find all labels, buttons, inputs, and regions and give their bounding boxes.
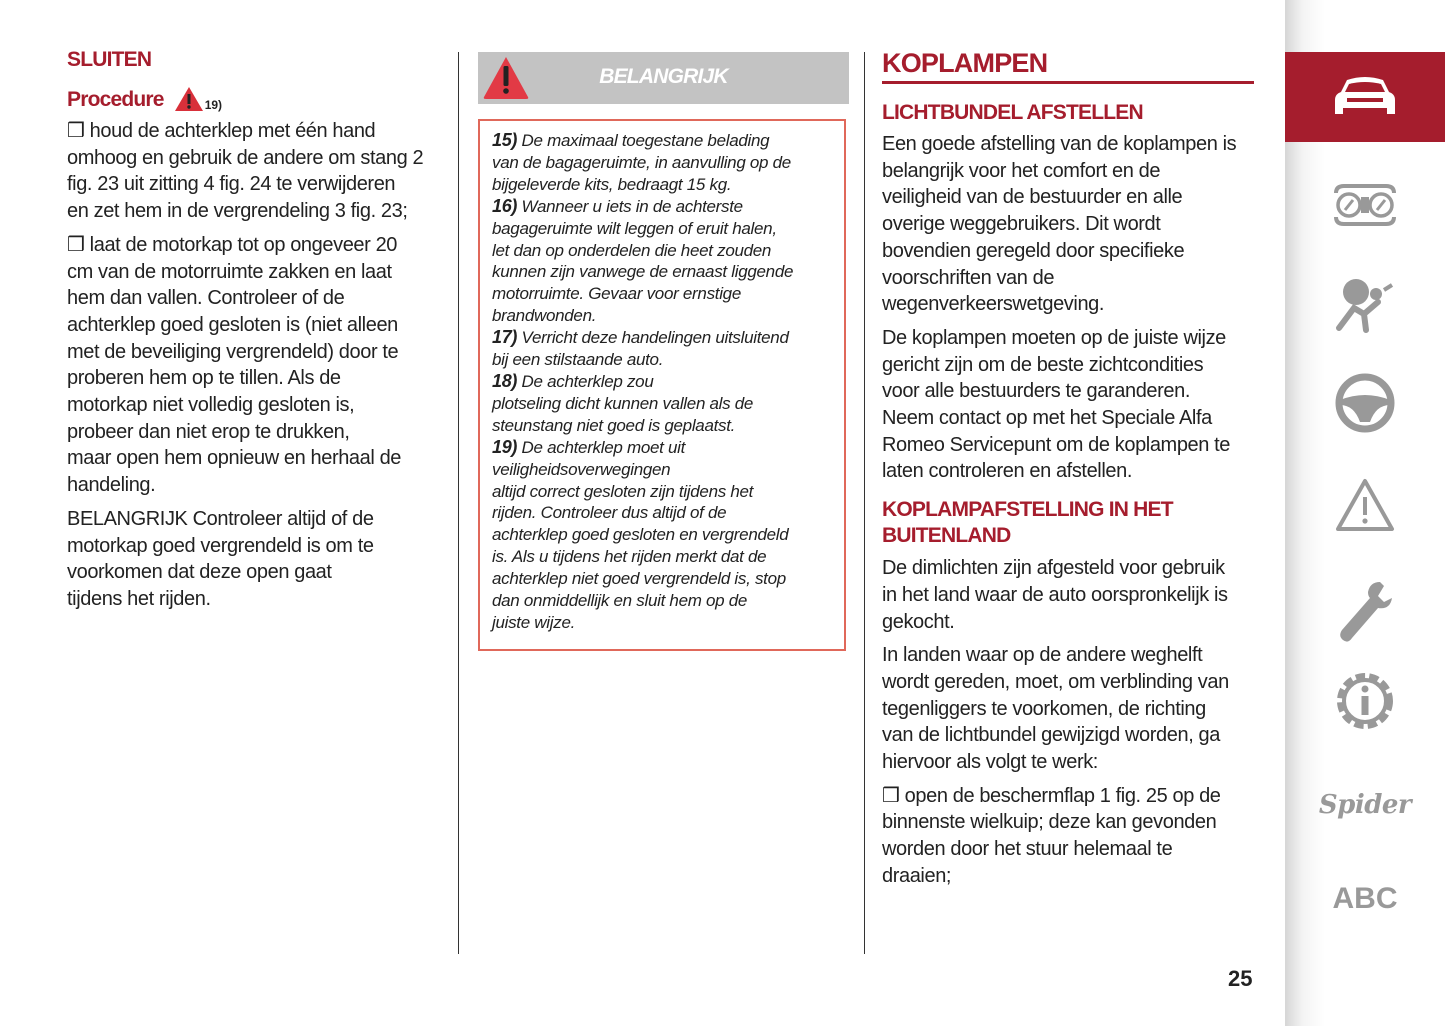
instrument-panel-icon bbox=[1332, 183, 1398, 227]
warning-icon bbox=[174, 86, 204, 112]
paragraph: De koplampen moeten op de juiste wijze gericht zijn om de beste zichtcondities voor alle bestuurders te garanderen. Neem contact op met het Speciale Alfa Romeo Servicepunt om de koplampen te laten controleren en afstellen. bbox=[882, 326, 1231, 483]
paragraph: ❒ laat de motorkap tot op ongeveer 20 cm van de motorruimte zakken en laat hem dan vallen. Controleer of de achterklep goed gesloten is (niet alleen met de beveiliging vergrendeld) door te proberen hem op te tillen. Als de motorkap niet volledig gesloten is, probeer dan niet erop te drukken, maar open hem opnieuw en herhaal de handeling. bbox=[67, 233, 402, 497]
info-gear-icon bbox=[1333, 669, 1397, 733]
paragraph: ❒ houd de achterklep met één hand omhoog en gebruik de andere om stang 2 fig. 23 uit zitting 4 fig. 24 te verwijderen en zet hem in de vergrendeling 3 fig. 23; bbox=[67, 120, 424, 223]
left-column bbox=[67, 48, 447, 613]
section-heading: SLUITEN bbox=[67, 48, 152, 71]
column-divider bbox=[458, 52, 459, 954]
car-icon bbox=[1333, 74, 1397, 120]
spider-logo: Spider bbox=[1318, 790, 1412, 820]
wrench-icon bbox=[1334, 578, 1396, 648]
note-17: 17) Verricht deze handelingen uitsluitend bij een stilstaande auto. bbox=[492, 327, 789, 370]
note-15: 15) De maximaal toegestane belading van de bagageruimte, in aanvulling op de bijgeleverde kits, bedraagt 15 kg. bbox=[492, 130, 791, 194]
page-heading: KOPLAMPEN bbox=[882, 48, 1254, 84]
sidebar-item-dashboard[interactable] bbox=[1285, 160, 1445, 250]
steering-wheel-icon bbox=[1334, 372, 1396, 434]
section-heading: KOPLAMPAFSTELLING IN HET BUITENLAND bbox=[882, 498, 1173, 548]
page-number: 25 bbox=[1228, 966, 1253, 991]
procedure-heading: Procedure 19) bbox=[67, 88, 223, 112]
sidebar-item-technical-data[interactable] bbox=[1285, 656, 1445, 746]
paragraph: BELANGRIJK Controleer altijd of de motorkap goed vergrendeld is om te voorkomen dat deze open gaat tijdens het rijden. bbox=[67, 507, 374, 610]
paragraph: Een goede afstelling van de koplampen is belangrijk voor het comfort en de veiligheid van de bestuurder en alle overige weggebruikers. Dit wordt bovendien geregeld door specifieke voorschriften van de wegenverkeerswetgeving. bbox=[882, 133, 1237, 316]
footnote-ref: 19) bbox=[204, 98, 223, 112]
sidebar-item-maintenance[interactable] bbox=[1285, 568, 1445, 658]
right-column bbox=[882, 48, 1257, 890]
section-heading: LICHTBUNDEL AFSTELLEN bbox=[882, 101, 1143, 124]
note-16: 16) Wanneer u iets in de achterste bagageruimte wilt leggen of eruit halen, let dan op onderdelen die heet zouden kunnen zijn vanwege de ernaast liggende motorruimte. Gevaar voor ernstige brandwonden. bbox=[492, 195, 794, 326]
note-19: 19) De achterklep moet uit veiligheidsoverwegingen altijd correct gesloten zijn tijdens het rijden. Controleer dus altijd of de achterklep goed gesloten en vergrendeld is. Als u tijdens het rijden merkt dat de achterklep niet goed vergrendeld is, stop dan onmiddellijk en sluit hem op de juiste wijze. bbox=[492, 436, 789, 632]
sidebar-item-driving[interactable] bbox=[1285, 358, 1445, 448]
column-divider bbox=[864, 52, 865, 954]
important-banner bbox=[478, 52, 849, 104]
chapter-sidebar bbox=[1285, 0, 1445, 1026]
airbag-icon bbox=[1334, 272, 1396, 334]
note-18: 18) De achterklep zou plotseling dicht kunnen vallen als de steunstang niet goed is geplaatst. bbox=[492, 370, 754, 435]
sidebar-item-multimedia[interactable] bbox=[1285, 760, 1445, 850]
important-notes-box bbox=[478, 119, 846, 651]
sidebar-item-emergency[interactable] bbox=[1285, 460, 1445, 550]
sidebar-item-vehicle[interactable] bbox=[1285, 52, 1445, 142]
paragraph: De dimlichten zijn afgesteld voor gebruik in het land waar de auto oorspronkelijk is gekocht. bbox=[882, 557, 1228, 633]
banner-title: BELANGRIJK bbox=[599, 65, 728, 88]
paragraph: ❒ open de beschermflap 1 fig. 25 op de binnenste wielkuip; deze kan gevonden worden door het stuur helemaal te draaien; bbox=[882, 784, 1221, 887]
paragraph: In landen waar op de andere weghelft wordt gereden, moet, om verblinding van tegenliggers te voorkomen, de richting van de lichtbundel gewijzigd worden, ga hiervoor als volgt te werk: bbox=[882, 644, 1229, 774]
abc-label: ABC bbox=[1332, 882, 1398, 915]
sidebar-item-index[interactable] bbox=[1285, 854, 1445, 944]
sidebar-item-safety[interactable] bbox=[1285, 258, 1445, 348]
warning-triangle-icon bbox=[1334, 477, 1396, 533]
